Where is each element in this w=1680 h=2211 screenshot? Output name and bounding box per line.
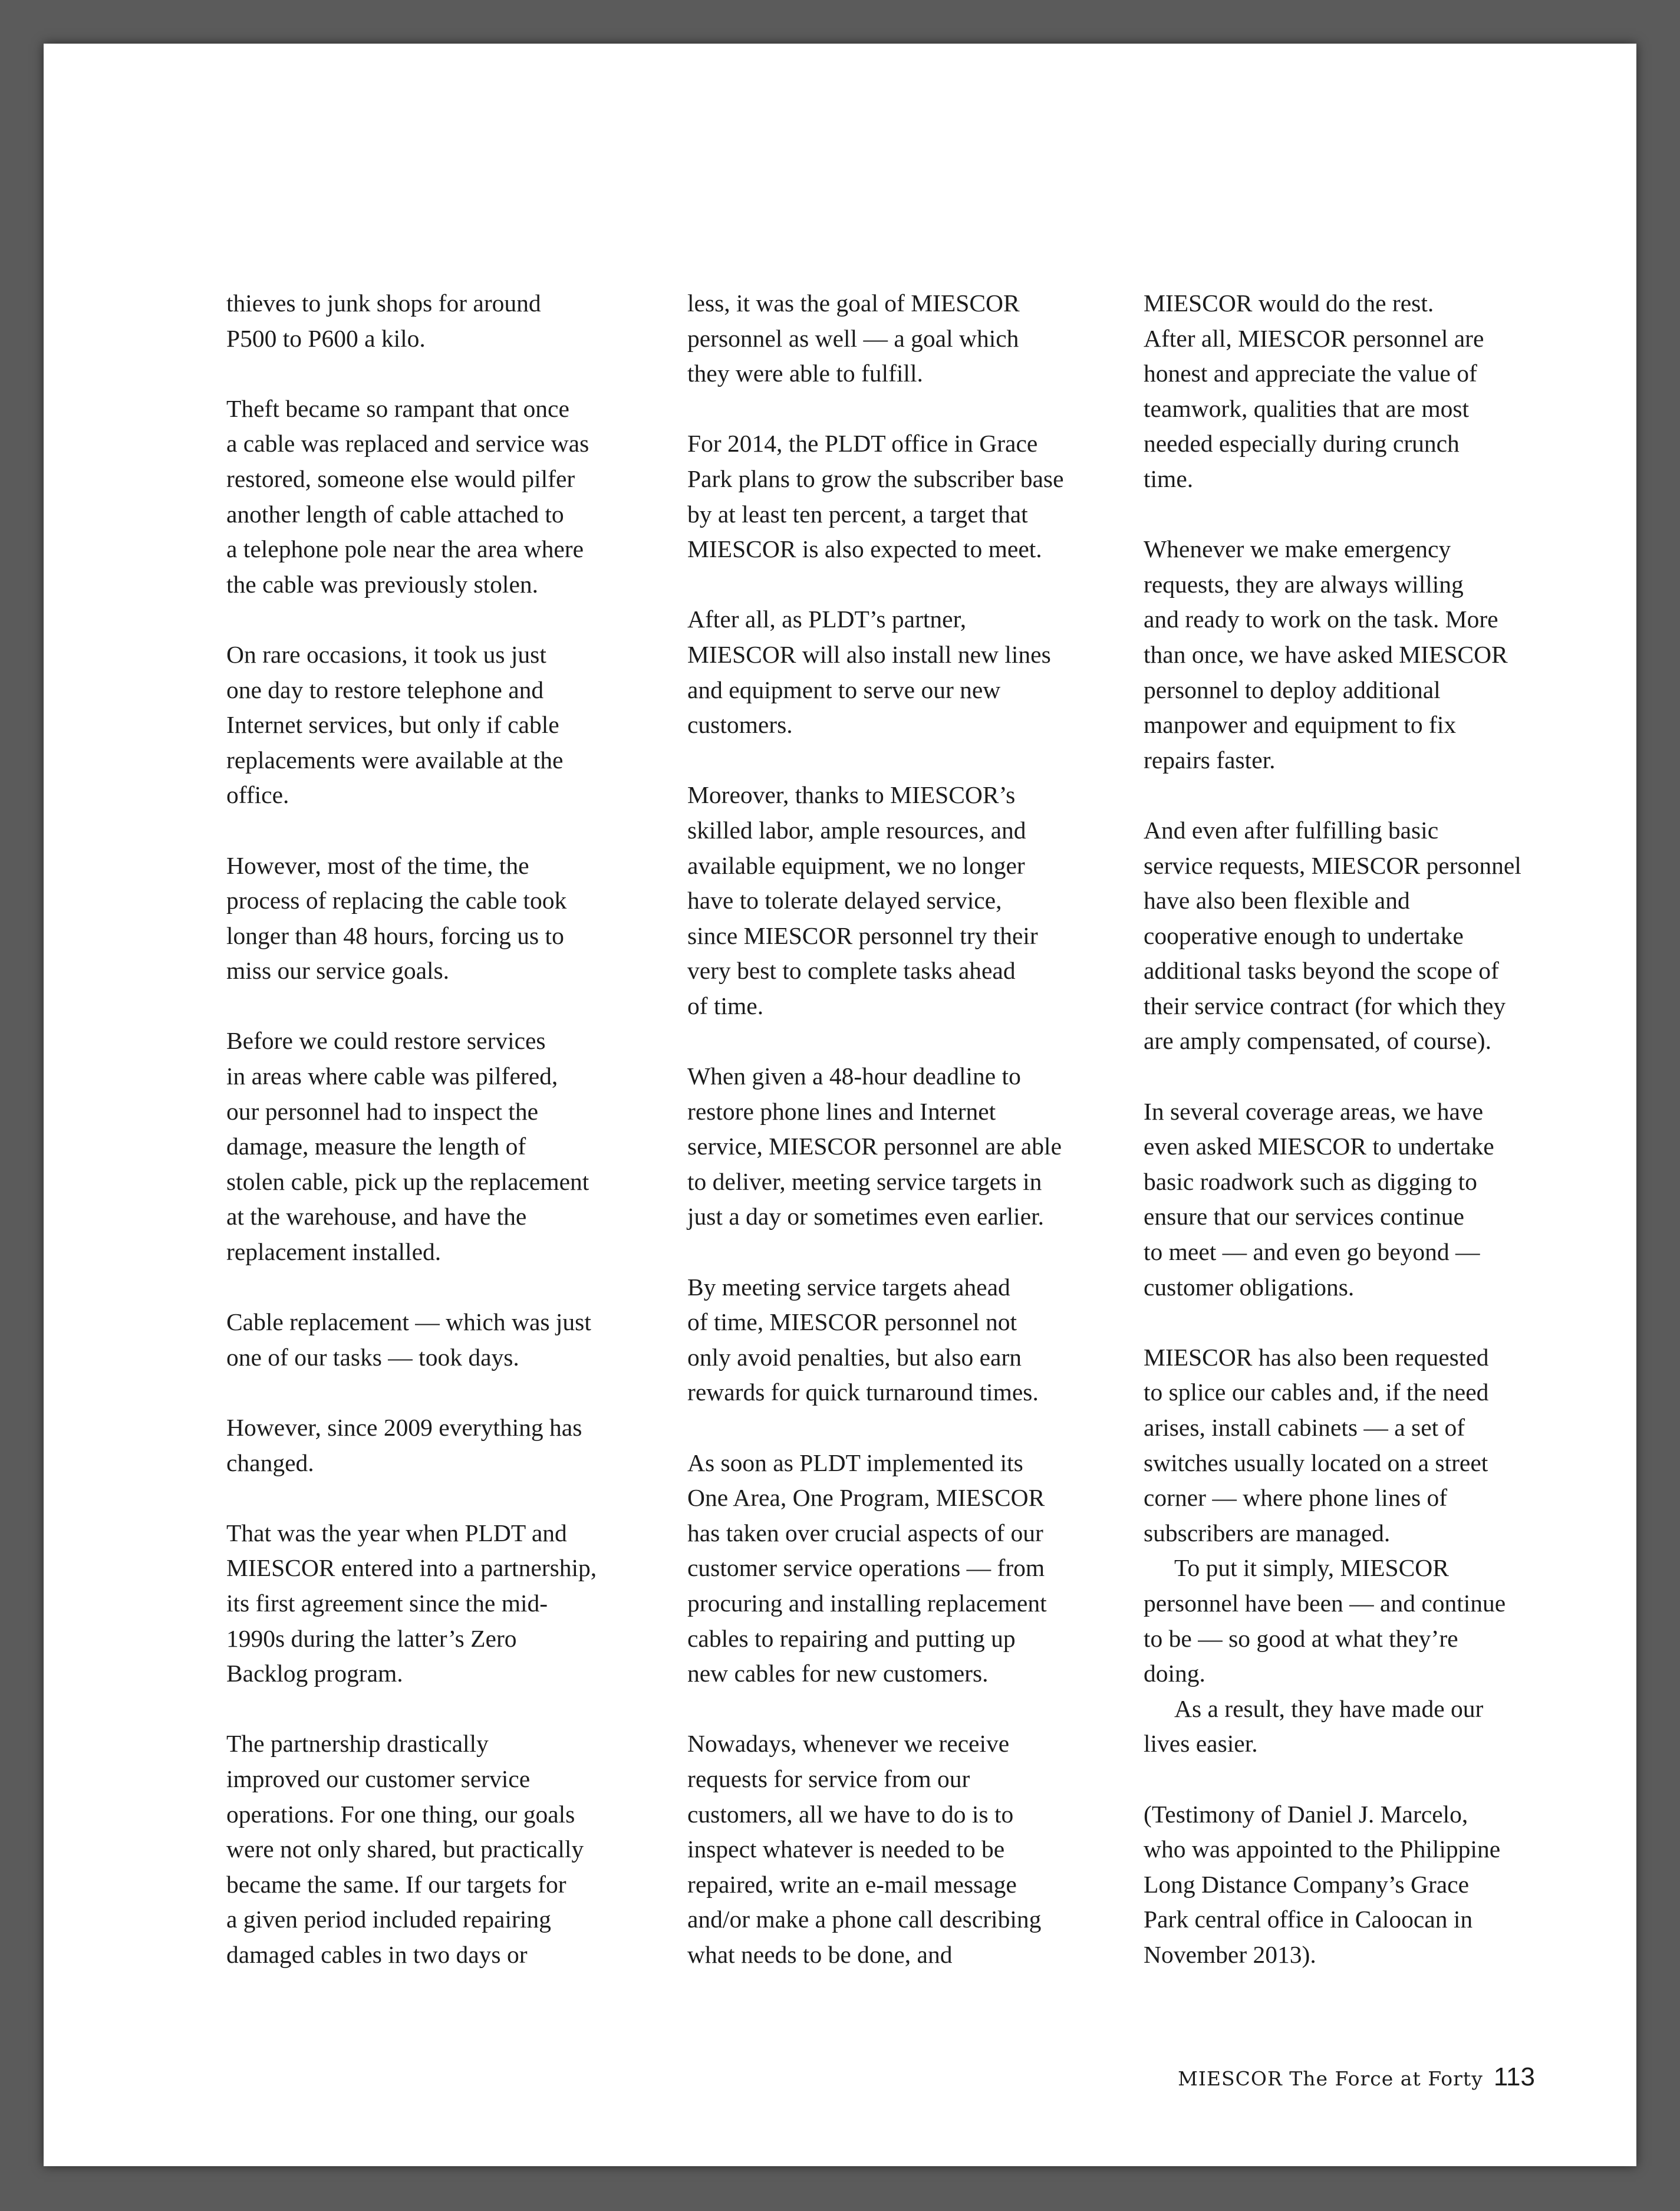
paragraph: Before we could restore services in areas where cable was pilfered, our personnel had to inspect the damage, measure the length of stolen cable, pick up the replacement at the warehouse, and have the replacement installed. [226, 1027, 589, 1266]
page-number: 113 [1493, 2062, 1535, 2091]
paragraph: less, it was the goal of MIESCOR personnel as well — a goal which they were able to fulfill. [687, 289, 1020, 387]
paragraph: That was the year when PLDT and MIESCOR entered into a partnership, its first agreement since the mid- 1990s during the latter’s Zero Backlog program. [226, 1519, 597, 1687]
paragraph: However, since 2009 everything has changed. [226, 1414, 582, 1476]
paragraph: In several coverage areas, we have even asked MIESCOR to undertake basic roadwork such as digging to ensure that our services continue to meet — and even go beyond — customer obligations. [1144, 1097, 1494, 1301]
paragraph: Nowadays, whenever we receive requests for service from our customers, all we have to do is to inspect whatever is needed to be repaired, write an e-mail message and/or make a phone call describing what needs to be done, and [687, 1730, 1042, 1968]
paragraph: And even after fulfilling basic service requests, MIESCOR personnel have also been flexible and cooperative enough to undertake additional tasks beyond the scope of their service contract (for which they are amply compensated, of course). [1144, 816, 1521, 1055]
paragraph: MIESCOR has also been requested to splice our cables and, if the need arises, install cabinets — a set of switches usually located on a street corner — where phone lines of subscribers are managed. [1144, 1343, 1489, 1547]
page-footer [1178, 2062, 1535, 2092]
paragraph: By meeting service targets ahead of time, MIESCOR personnel not only avoid penalties, but also earn rewards for quick turnaround times. [687, 1273, 1039, 1406]
paragraph: Moreover, thanks to MIESCOR’s skilled labor, ample resources, and available equipment, we no longer have to tolerate delayed service, since MIESCOR personnel try their very best to complete tasks ahead of time. [687, 781, 1038, 1019]
paragraph: However, most of the time, the process of replacing the cable took longer than 48 hours, forcing us to miss our service goals. [226, 851, 567, 985]
paragraph: As a result, they have made our lives easier. [1144, 1695, 1484, 1758]
footer-title: MIESCOR The Force at Forty [1178, 2067, 1483, 2090]
paragraph: When given a 48-hour deadline to restore phone lines and Internet service, MIESCOR personnel are able to deliver, meeting service targets in just a day or sometimes even earlier. [687, 1062, 1062, 1230]
paragraph: Theft became so rampant that once a cable was replaced and service was restored, someone else would pilfer another length of cable attached to a telephone pole near the area where the cable was previously stolen. [226, 394, 589, 598]
testimony-attribution: (Testimony of Daniel J. Marcelo, who was appointed to the Philippine Long Distance Company’s Grace Park central office in Caloocan in November 2013). [1144, 1800, 1501, 1968]
paragraph: The partnership drastically improved our customer service operations. For one thing, our goals were not only shared, but practically became the same. If our targets for a given period included repairing damaged cables in two days or [226, 1730, 584, 1968]
paragraph: After all, MIESCOR personnel are honest and appreciate the value of teamwork, qualities that are most needed especially during crunch time. [1144, 324, 1484, 492]
text-column-2 [687, 286, 1100, 2008]
paragraph: After all, as PLDT’s partner, MIESCOR will also install new lines and equipment to serve our new customers. [687, 606, 1051, 739]
paragraph: thieves to junk shops for around P500 to P600 a kilo. [226, 289, 541, 352]
paragraph: As soon as PLDT implemented its One Area, One Program, MIESCOR has taken over crucial aspects of our customer service operations — from procuring and installing replacement cables to repairing and putting up new cables for new customers. [687, 1449, 1047, 1687]
paragraph: On rare occasions, it took us just one day to restore telephone and Internet services, but only if cable replacements were available at the office. [226, 640, 564, 809]
text-column-1 [226, 286, 627, 2008]
paragraph: For 2014, the PLDT office in Grace Park plans to grow the subscriber base by at least ten percent, a target that MIESCOR is also expected to meet. [687, 430, 1064, 563]
paragraph: MIESCOR would do the rest. [1144, 289, 1434, 317]
document-page [44, 44, 1636, 2166]
text-column-3 [1144, 286, 1568, 2008]
paragraph: Whenever we make emergency requests, they are always willing and ready to work on the task. More than once, we have asked MIESCOR personnel to deploy additional manpower and equipment to fix repairs faster. [1144, 535, 1508, 774]
paragraph: To put it simply, MIESCOR personnel have been — and continue to be — so good at what they’re doing. [1144, 1554, 1506, 1687]
paragraph: Cable replacement — which was just one of our tasks — took days. [226, 1308, 591, 1371]
